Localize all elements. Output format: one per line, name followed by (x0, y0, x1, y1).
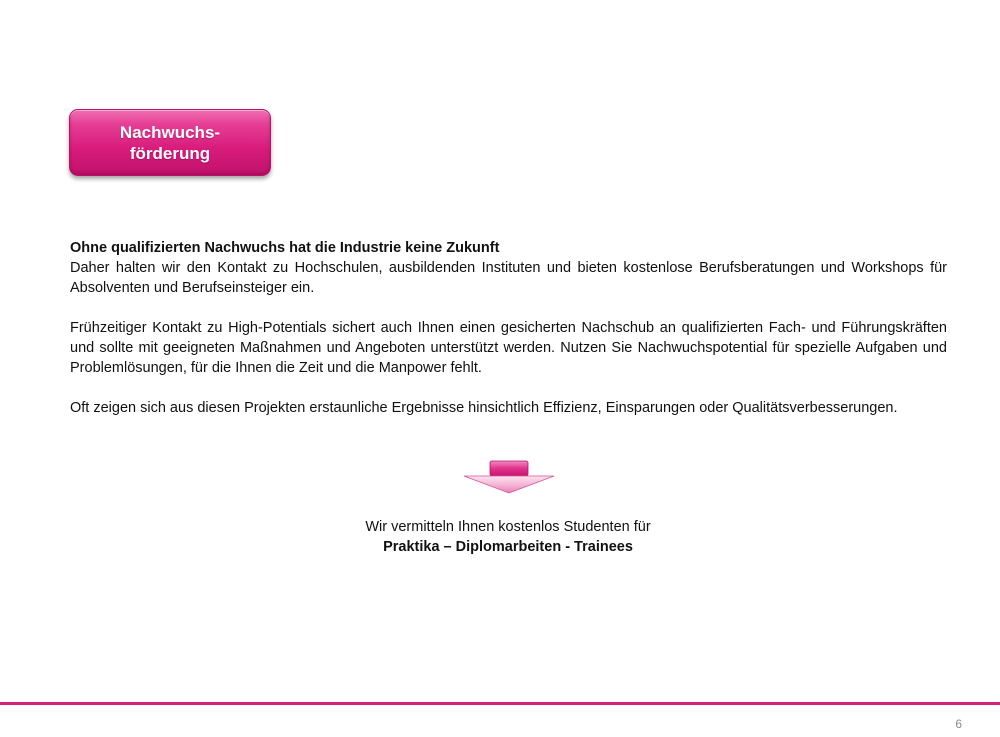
badge-title (110, 122, 230, 164)
page-number: 6 (955, 717, 962, 731)
paragraph-2: Frühzeitiger Kontakt zu High-Potentials sichert auch Ihnen einen gesicherten Nachschub an qualifizierten Fach- und Führungskräften und sollte mit geeigneten Maßnahmen und Angeboten unterstützt werden. Nutzen Sie Nachwuchspotential für spezielle Aufgaben und Problemlösungen, für die Ihnen die Zeit und die Manpower fehlt. (70, 320, 947, 376)
section-badge (69, 109, 271, 176)
badge-title-line2: förderung (129, 143, 211, 163)
body-text (70, 238, 947, 418)
content-heading: Ohne qualifizierten Nachwuchs hat die Industrie keine Zukunft (70, 240, 500, 256)
cta-line2: Praktika – Diplomarbeiten - Trainees (383, 539, 633, 555)
call-to-action (258, 517, 758, 557)
footer-divider (0, 702, 1000, 705)
cta-line1: Wir vermitteln Ihnen kostenlos Studenten für (365, 519, 651, 535)
down-arrow-icon (463, 460, 555, 494)
paragraph-3: Oft zeigen sich aus diesen Projekten erstaunliche Ergebnisse hinsichtlich Effizienz, Einsparungen oder Qualitätsverbesserungen. (70, 400, 898, 416)
paragraph-1: Daher halten wir den Kontakt zu Hochschulen, ausbildenden Instituten und bieten kostenlose Berufsberatungen und Workshops für Absolventen und Berufseinsteiger ein. (70, 260, 947, 296)
badge-title-line1: Nachwuchs- (119, 122, 221, 142)
